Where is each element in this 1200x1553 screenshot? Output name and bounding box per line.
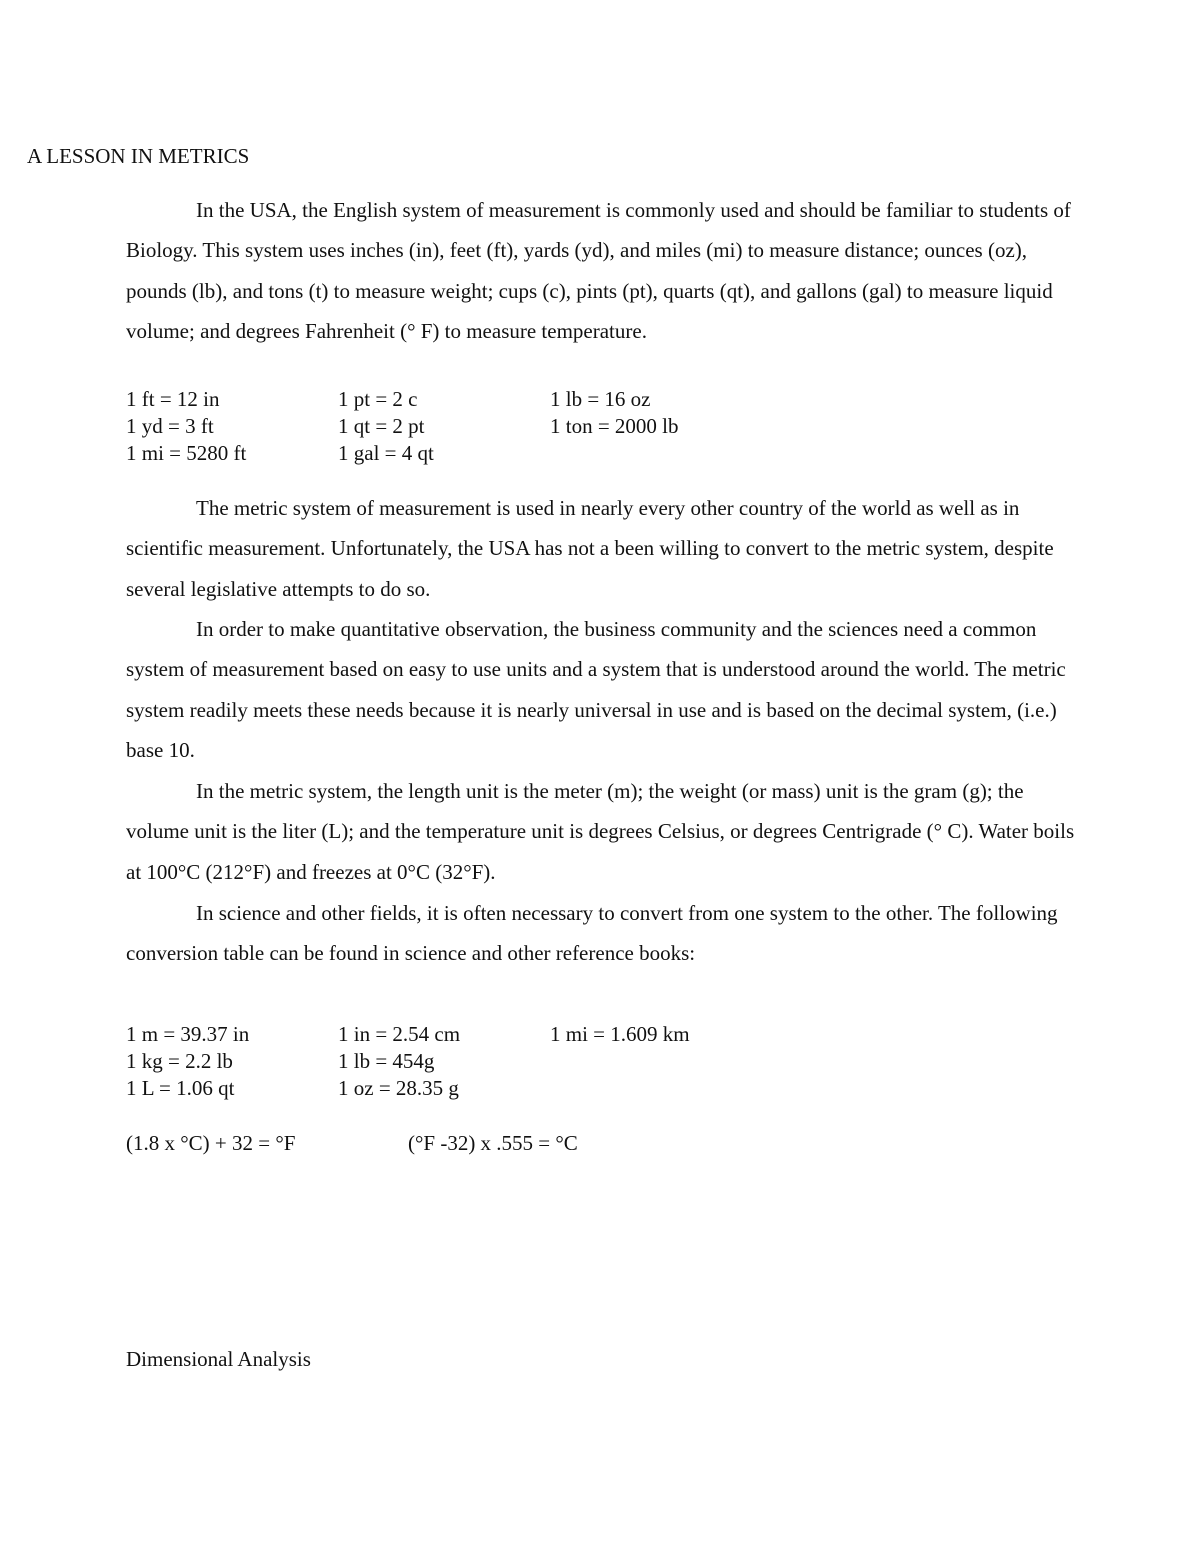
paragraph-metric-system: The metric system of measurement is used in nearly every other country of the world as well as in scientific measurement. Unfortunately, the USA has not a been willing to convert to the metric system, despite several legislative attempts to do so. [126, 496, 1054, 601]
paragraph-english-system: In the USA, the English system of measurement is commonly used and should be familiar to students of Biology. This system uses inches (in), feet (ft), yards (yd), and miles (mi) to measure distance; ounces (oz), pounds (lb), and tons (t) to measure weight; cups (c), pints (pt), quarts (qt), and gallons (gal) to measure liquid volume; and degrees Fahrenheit (° F) to measure temperature. [126, 198, 1071, 343]
table-cell: 1 in = 2.54 cm [338, 1022, 461, 1046]
table-cell: 1 mi = 5280 ft [126, 441, 247, 465]
table-cell: 1 gal = 4 qt [338, 441, 434, 465]
table-cell: 1 lb = 16 oz [550, 387, 651, 411]
table-cell: 1 yd = 3 ft [126, 414, 214, 438]
table-cell: 1 kg = 2.2 lb [126, 1049, 233, 1073]
table-cell: 1 mi = 1.609 km [550, 1022, 690, 1046]
celsius-to-fahrenheit-formula: (1.8 x °C) + 32 = °F [126, 1131, 296, 1155]
paragraph-quantitative-observation: In order to make quantitative observation, the business community and the sciences need a common system of measurement based on easy to use units and a system that is understood around the world. The metric system readily meets these needs because it is nearly universal in use and is based on the decimal system, (i.e.) base 10. [126, 617, 1066, 762]
table-cell: 1 m = 39.37 in [126, 1022, 250, 1046]
table-cell: 1 oz = 28.35 g [338, 1076, 459, 1100]
table-cell: 1 qt = 2 pt [338, 414, 425, 438]
document-title: A LESSON IN METRICS [27, 144, 250, 168]
paragraph-metric-units: In the metric system, the length unit is the meter (m); the weight (or mass) unit is the gram (g); the volume unit is the liter (L); and the temperature unit is degrees Celsius, or degrees Centrigrade (° C). Water boils at 100°C (212°F) and freezes at 0°C (32°F). [126, 779, 1075, 884]
table-cell: 1 lb = 454g [338, 1049, 435, 1073]
paragraph-conversion-intro: In science and other fields, it is often necessary to convert from one system to the other. The following conversion table can be found in science and other reference books: [126, 901, 1058, 966]
table-cell: 1 ft = 12 in [126, 387, 220, 411]
table-cell: 1 ton = 2000 lb [550, 414, 679, 438]
table-cell: 1 pt = 2 c [338, 387, 418, 411]
section-heading-dimensional-analysis: Dimensional Analysis [126, 1347, 311, 1371]
fahrenheit-to-celsius-formula: (°F -32) x .555 = °C [408, 1131, 578, 1155]
table-cell: 1 L = 1.06 qt [126, 1076, 235, 1100]
